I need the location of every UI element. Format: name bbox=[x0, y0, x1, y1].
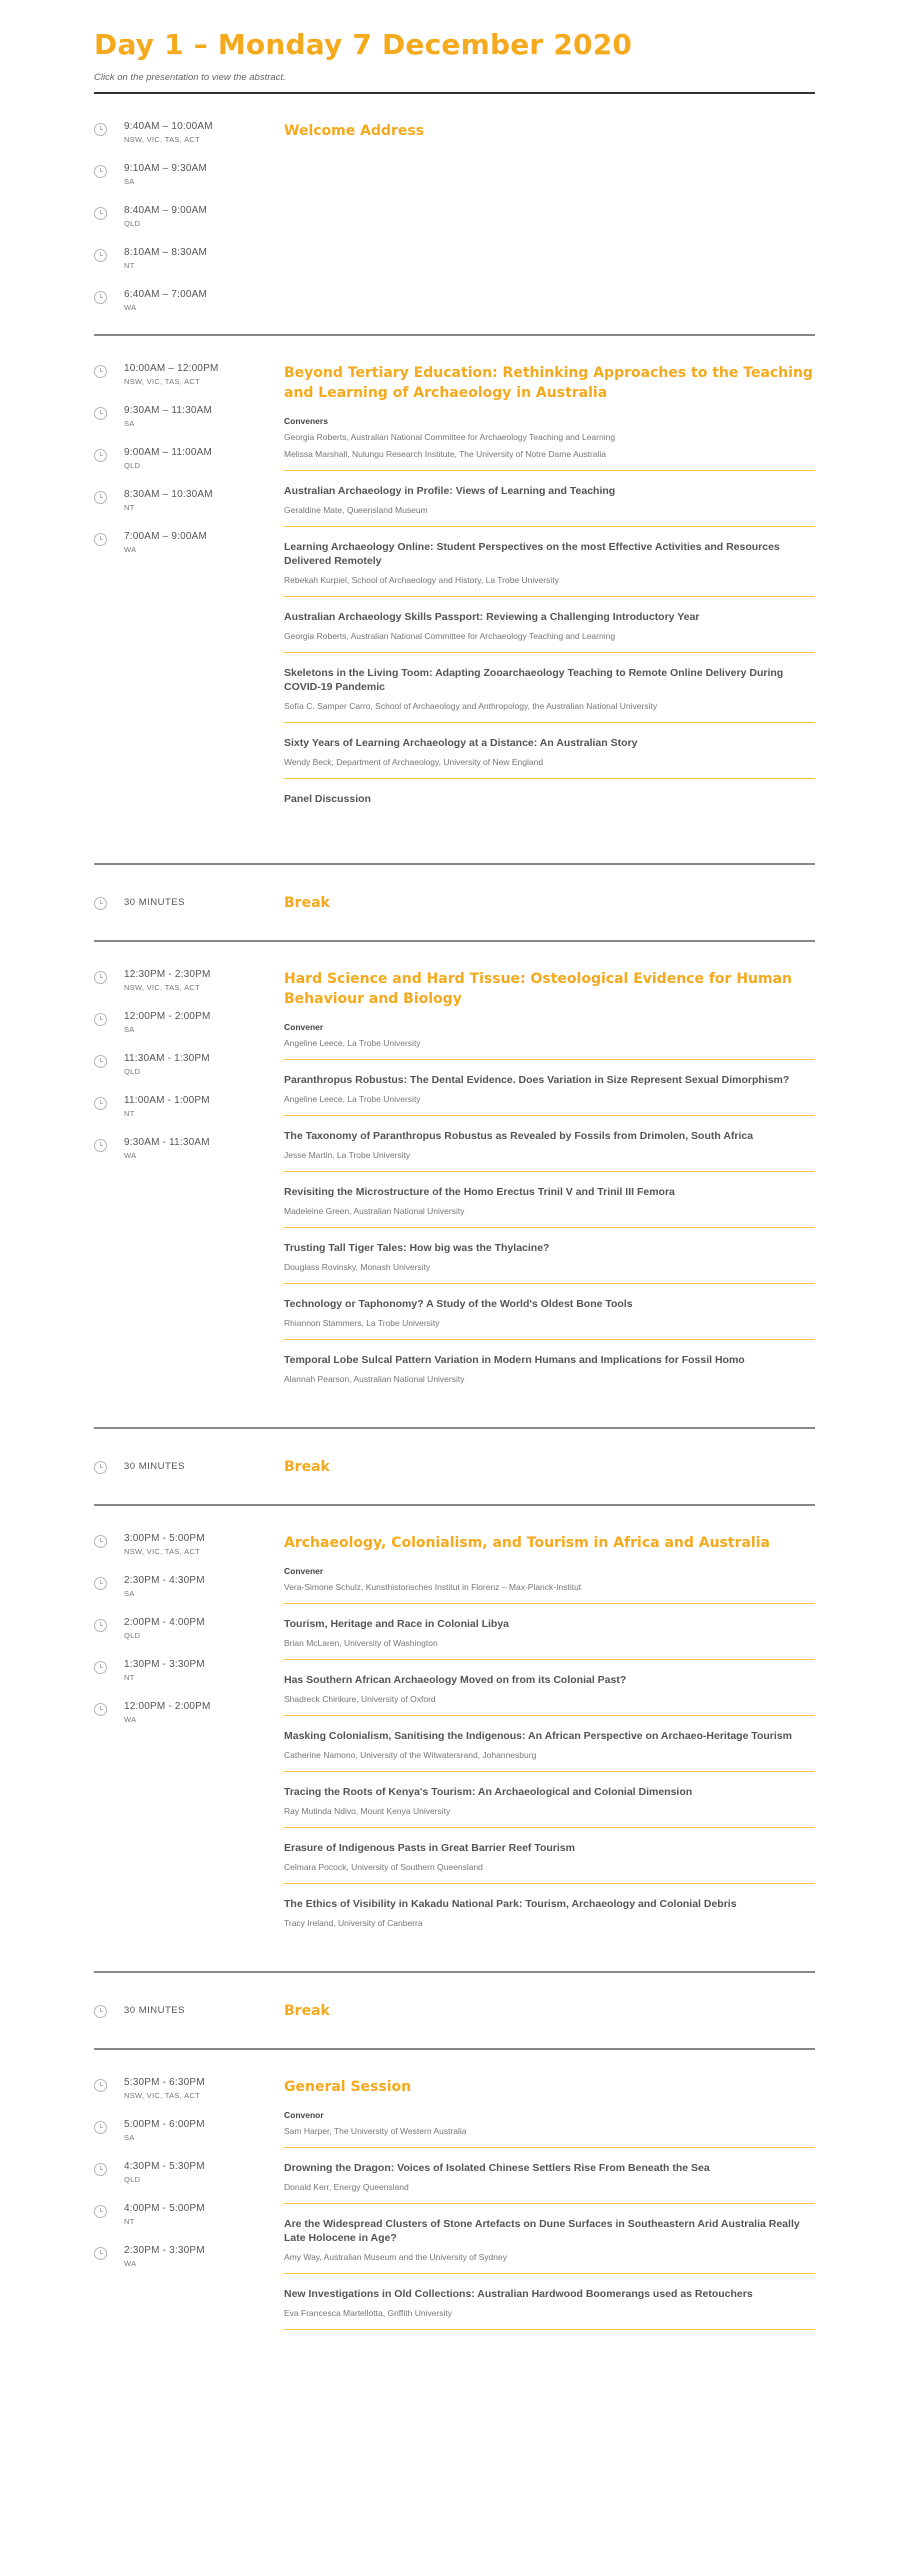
time-slot bbox=[94, 1701, 284, 1743]
session-times bbox=[94, 363, 284, 817]
time-zone: WA bbox=[124, 1151, 137, 1160]
presentation-author: Douglass Rovinsky, Monash University bbox=[284, 1262, 431, 1272]
time-zone: QLD bbox=[124, 2175, 141, 2184]
time-range: 9:40AM – 10:00AM bbox=[124, 121, 213, 132]
session-times bbox=[94, 1533, 284, 1939]
time-slot bbox=[94, 531, 284, 573]
presentation-title[interactable]: New Investigations in Old Collections: Australian Hardwood Boomerangs used as Retouchers bbox=[284, 2288, 753, 2300]
convener-label: Convenor bbox=[284, 2110, 324, 2120]
session-block bbox=[94, 2050, 815, 2330]
time-slot bbox=[94, 405, 284, 447]
presentation-item[interactable] bbox=[284, 1604, 815, 1660]
time-zone: SA bbox=[124, 177, 135, 186]
clock-icon bbox=[94, 407, 107, 420]
time-range: 2:00PM - 4:00PM bbox=[124, 1617, 205, 1628]
clock-icon bbox=[94, 491, 107, 504]
session-title[interactable]: Beyond Tertiary Education: Rethinking Approaches to the Teaching and Learning of Archaeology in Australia bbox=[284, 365, 813, 401]
presentation-item[interactable] bbox=[284, 1172, 815, 1228]
presentation-title[interactable]: Trusting Tall Tiger Tales: How big was the Thylacine? bbox=[284, 1242, 550, 1254]
presentation-title[interactable]: The Ethics of Visibility in Kakadu National Park: Tourism, Archaeology and Colonial Debris bbox=[284, 1898, 737, 1910]
convener-label: Conveners bbox=[284, 416, 328, 426]
presentation-item[interactable] bbox=[284, 1772, 815, 1828]
clock-icon bbox=[94, 2005, 107, 2018]
clock-icon bbox=[94, 1535, 107, 1548]
break-duration: 30 MINUTES bbox=[124, 2005, 185, 2016]
time-zone: SA bbox=[124, 1589, 135, 1598]
time-range: 10:00AM – 12:00PM bbox=[124, 363, 219, 374]
time-slot bbox=[94, 489, 284, 531]
time-slot bbox=[94, 1617, 284, 1659]
break-label: Break bbox=[284, 2002, 330, 2019]
clock-icon bbox=[94, 2247, 107, 2260]
time-slot bbox=[94, 2245, 284, 2287]
time-zone: SA bbox=[124, 1025, 135, 1034]
time-range: 8:40AM – 9:00AM bbox=[124, 205, 208, 216]
session-times bbox=[94, 121, 284, 331]
presentation-title[interactable]: Drowning the Dragon: Voices of Isolated Chinese Settlers Rise From Beneath the Sea bbox=[284, 2162, 710, 2174]
time-slot bbox=[94, 1011, 284, 1053]
presentation-title[interactable]: Technology or Taphonomy? A Study of the World's Oldest Bone Tools bbox=[284, 1298, 633, 1310]
presentation-author: Brian McLaren, University of Washington bbox=[284, 1638, 438, 1648]
time-zone: QLD bbox=[124, 219, 141, 228]
clock-icon bbox=[94, 1577, 107, 1590]
break-label: Break bbox=[284, 1458, 330, 1475]
time-slot bbox=[94, 2119, 284, 2161]
session-content bbox=[284, 969, 815, 1395]
presentation-item[interactable] bbox=[284, 1716, 815, 1772]
session-block bbox=[94, 942, 815, 1395]
presentation-title[interactable]: Australian Archaeology Skills Passport: Reviewing a Challenging Introductory Year bbox=[284, 611, 700, 623]
presentation-title[interactable]: Tracing the Roots of Kenya's Tourism: An Archaeological and Colonial Dimension bbox=[284, 1786, 693, 1798]
clock-icon bbox=[94, 2121, 107, 2134]
break-duration: 30 MINUTES bbox=[124, 1461, 185, 1472]
break-label: Break bbox=[284, 894, 330, 911]
presentation-author: Ray Mutinda Ndivo, Mount Kenya University bbox=[284, 1806, 451, 1816]
spacer bbox=[94, 1939, 815, 1971]
presentation-item[interactable] bbox=[284, 779, 815, 817]
spacer bbox=[94, 1395, 815, 1427]
time-range: 3:00PM - 5:00PM bbox=[124, 1533, 205, 1544]
break-duration: 30 MINUTES bbox=[124, 897, 185, 908]
time-range: 6:40AM – 7:00AM bbox=[124, 289, 208, 300]
convener-name: Sam Harper, The University of Western Australia bbox=[284, 2126, 467, 2136]
presentation-item[interactable] bbox=[284, 723, 815, 779]
time-zone: WA bbox=[124, 545, 137, 554]
time-zone: NT bbox=[124, 2217, 135, 2226]
spacer bbox=[94, 817, 815, 863]
time-zone: QLD bbox=[124, 1067, 141, 1076]
time-range: 12:00PM - 2:00PM bbox=[124, 1011, 211, 1022]
time-zone: SA bbox=[124, 2133, 135, 2142]
break-row bbox=[94, 865, 815, 940]
clock-icon bbox=[94, 897, 107, 910]
presentation-item[interactable] bbox=[284, 527, 815, 597]
time-range: 2:30PM - 4:30PM bbox=[124, 1575, 205, 1586]
presentation-item[interactable] bbox=[284, 653, 815, 723]
presentation-title[interactable]: Paranthropus Robustus: The Dental Evidence. Does Variation in Size Represent Sexual Dimorphism? bbox=[284, 1074, 790, 1086]
time-zone: WA bbox=[124, 1715, 137, 1724]
clock-icon bbox=[94, 1013, 107, 1026]
time-slot bbox=[94, 1575, 284, 1617]
presentation-title[interactable]: Are the Widespread Clusters of Stone Artefacts on Dune Surfaces in Southeastern Arid Australia Really Late Holocene in Age? bbox=[284, 2218, 800, 2244]
time-slot bbox=[94, 1137, 284, 1179]
presentation-title[interactable]: Temporal Lobe Sulcal Pattern Variation in Modern Humans and Implications for Fossil Homo bbox=[284, 1354, 745, 1366]
presentation-item[interactable] bbox=[284, 597, 815, 653]
time-slot bbox=[94, 2077, 284, 2119]
presentation-author: Georgia Roberts, Australian National Committee for Archaeology Teaching and Learning bbox=[284, 631, 616, 641]
time-slot bbox=[94, 1095, 284, 1137]
convener-block bbox=[284, 1022, 815, 1060]
clock-icon bbox=[94, 971, 107, 984]
session-title[interactable]: Archaeology, Colonialism, and Tourism in Africa and Australia bbox=[284, 1535, 770, 1551]
convener-block bbox=[284, 416, 815, 471]
session-content bbox=[284, 121, 815, 331]
clock-icon bbox=[94, 291, 107, 304]
time-slot bbox=[94, 1053, 284, 1095]
time-slot bbox=[94, 205, 284, 247]
presentation-author: Jesse Martin, La Trobe University bbox=[284, 1150, 411, 1160]
convener-name: Georgia Roberts, Australian National Committee for Archaeology Teaching and Learning bbox=[284, 432, 616, 442]
time-range: 1:30PM - 3:30PM bbox=[124, 1659, 205, 1670]
presentation-title[interactable]: Sixty Years of Learning Archaeology at a Distance: An Australian Story bbox=[284, 737, 638, 749]
session-content bbox=[284, 363, 815, 817]
session-block bbox=[94, 336, 815, 817]
clock-icon bbox=[94, 1703, 107, 1716]
presentation-title[interactable]: Masking Colonialism, Sanitising the Indigenous: An African Perspective on Archaeo-Heritage Tourism bbox=[284, 1730, 792, 1742]
session-block bbox=[94, 94, 815, 331]
presentation-item[interactable] bbox=[284, 2148, 815, 2204]
time-range: 4:00PM - 5:00PM bbox=[124, 2203, 205, 2214]
program-list bbox=[94, 94, 815, 2330]
presentation-item[interactable] bbox=[284, 471, 815, 527]
clock-icon bbox=[94, 1661, 107, 1674]
time-slot bbox=[94, 121, 284, 163]
presentation-author: Sofía C. Samper Carro, School of Archaeology and Anthropology, the Australian National University bbox=[284, 701, 658, 711]
time-range: 8:10AM – 8:30AM bbox=[124, 247, 208, 258]
time-range: 4:30PM - 5:30PM bbox=[124, 2161, 205, 2172]
session-title[interactable]: Hard Science and Hard Tissue: Osteological Evidence for Human Behaviour and Biology bbox=[284, 971, 793, 1007]
time-zone: NSW, VIC, TAS, ACT bbox=[124, 1547, 200, 1556]
time-zone: NT bbox=[124, 1109, 135, 1118]
time-zone: NT bbox=[124, 1673, 135, 1682]
time-slot bbox=[94, 1533, 284, 1575]
page-title: Day 1 – Monday 7 December 2020 bbox=[94, 28, 633, 61]
presentation-title[interactable]: Panel Discussion bbox=[284, 793, 371, 805]
session-title[interactable]: Welcome Address bbox=[284, 123, 425, 139]
convener-label: Convener bbox=[284, 1566, 324, 1576]
presentation-item[interactable] bbox=[284, 1660, 815, 1716]
clock-icon bbox=[94, 533, 107, 546]
time-zone: NSW, VIC, TAS, ACT bbox=[124, 983, 200, 992]
time-slot bbox=[94, 2203, 284, 2245]
presentation-author: Madeleine Green, Australian National University bbox=[284, 1206, 465, 1216]
clock-icon bbox=[94, 207, 107, 220]
presentation-title[interactable]: Has Southern African Archaeology Moved on from its Colonial Past? bbox=[284, 1674, 627, 1686]
break-row bbox=[94, 1973, 815, 2048]
time-zone: WA bbox=[124, 2259, 137, 2268]
presentation-item[interactable] bbox=[284, 1284, 815, 1340]
presentation-author: Geraldine Mate, Queensland Museum bbox=[284, 505, 428, 515]
time-range: 9:00AM – 11:00AM bbox=[124, 447, 213, 458]
convener-name: Vera-Simone Schulz, Kunsthistorisches Institut in Florenz – Max-Planck-Institut bbox=[284, 1582, 582, 1592]
clock-icon bbox=[94, 249, 107, 262]
time-zone: NT bbox=[124, 503, 135, 512]
presentation-author: Donald Kerr, Energy Queensland bbox=[284, 2182, 409, 2192]
presentation-author: Wendy Beck, Department of Archaeology, University of New England bbox=[284, 757, 544, 767]
presentation-title[interactable]: Australian Archaeology in Profile: Views of Learning and Teaching bbox=[284, 485, 616, 497]
time-slot bbox=[94, 163, 284, 205]
time-range: 5:00PM - 6:00PM bbox=[124, 2119, 205, 2130]
clock-icon bbox=[94, 449, 107, 462]
convener-name: Melissa Marshall, Nulungu Research Institute, The University of Notre Dame Australia bbox=[284, 449, 607, 459]
presentation-item[interactable] bbox=[284, 2204, 815, 2274]
time-range: 5:30PM - 6:30PM bbox=[124, 2077, 205, 2088]
presentation-author: Rhiannon Stammers, La Trobe University bbox=[284, 1318, 440, 1328]
clock-icon bbox=[94, 2079, 107, 2092]
presentation-author: Alannah Pearson, Australian National University bbox=[284, 1374, 465, 1384]
clock-icon bbox=[94, 365, 107, 378]
time-slot bbox=[94, 969, 284, 1011]
presentation-title[interactable]: Revisiting the Microstructure of the Homo Erectus Trinil V and Trinil III Femora bbox=[284, 1186, 675, 1198]
presentation-item[interactable] bbox=[284, 1116, 815, 1172]
presentation-item[interactable] bbox=[284, 1340, 815, 1395]
clock-icon bbox=[94, 2163, 107, 2176]
clock-icon bbox=[94, 1461, 107, 1474]
session-block bbox=[94, 1506, 815, 1939]
presentation-author: Rebekah Kurpiel, School of Archaeology and History, La Trobe University bbox=[284, 575, 559, 585]
time-range: 9:30AM - 11:30AM bbox=[124, 1137, 210, 1148]
presentation-title[interactable]: Tourism, Heritage and Race in Colonial Libya bbox=[284, 1618, 510, 1630]
clock-icon bbox=[94, 165, 107, 178]
time-range: 11:30AM - 1:30PM bbox=[124, 1053, 210, 1064]
time-slot bbox=[94, 2161, 284, 2203]
clock-icon bbox=[94, 1139, 107, 1152]
time-range: 2:30PM - 3:30PM bbox=[124, 2245, 205, 2256]
convener-block bbox=[284, 2110, 815, 2148]
presentation-item[interactable] bbox=[284, 1228, 815, 1284]
clock-icon bbox=[94, 1055, 107, 1068]
session-times bbox=[94, 969, 284, 1395]
presentation-item[interactable] bbox=[284, 1828, 815, 1884]
presentation-title[interactable]: Learning Archaeology Online: Student Perspectives on the most Effective Activities and Resources Delivered Remotely bbox=[284, 541, 780, 567]
time-range: 9:10AM – 9:30AM bbox=[124, 163, 208, 174]
time-zone: NSW, VIC, TAS, ACT bbox=[124, 2091, 200, 2100]
presentation-author: Amy Way, Australian Museum and the University of Sydney bbox=[284, 2252, 507, 2262]
presentation-title[interactable]: The Taxonomy of Paranthropus Robustus as Revealed by Fossils from Drimolen, South Africa bbox=[284, 1130, 754, 1142]
time-zone: SA bbox=[124, 419, 135, 428]
time-range: 11:00AM - 1:00PM bbox=[124, 1095, 210, 1106]
presentation-author: Catherine Namono, University of the Witwatersrand, Johannesburg bbox=[284, 1750, 537, 1760]
time-slot bbox=[94, 247, 284, 289]
page-subtitle: Click on the presentation to view the abstract. bbox=[94, 72, 286, 83]
session-content bbox=[284, 2077, 815, 2330]
time-zone: NSW, VIC, TAS, ACT bbox=[124, 377, 200, 386]
break-row bbox=[94, 1429, 815, 1504]
time-zone: WA bbox=[124, 303, 137, 312]
presentation-title[interactable]: Erasure of Indigenous Pasts in Great Barrier Reef Tourism bbox=[284, 1842, 575, 1854]
presentation-title[interactable]: Skeletons in the Living Toom: Adapting Zooarchaeology Teaching to Remote Online Delivery During COVID-19 Pandemic bbox=[284, 667, 784, 693]
time-slot bbox=[94, 447, 284, 489]
presentation-author: Eva Francesca Martellotta, Griffith University bbox=[284, 2308, 453, 2318]
presentation-author: Angeline Leece, La Trobe University bbox=[284, 1094, 421, 1104]
clock-icon bbox=[94, 2205, 107, 2218]
time-slot bbox=[94, 289, 284, 331]
time-range: 12:30PM - 2:30PM bbox=[124, 969, 211, 980]
time-slot bbox=[94, 363, 284, 405]
time-range: 8:30AM – 10:30AM bbox=[124, 489, 213, 500]
time-zone: QLD bbox=[124, 461, 141, 470]
time-zone: QLD bbox=[124, 1631, 141, 1640]
presentation-author: Shadreck Chirikure, University of Oxford bbox=[284, 1694, 436, 1704]
time-range: 12:00PM - 2:00PM bbox=[124, 1701, 211, 1712]
convener-name: Angeline Leece, La Trobe University bbox=[284, 1038, 421, 1048]
presentation-item[interactable] bbox=[284, 1060, 815, 1116]
time-slot bbox=[94, 1659, 284, 1701]
time-range: 9:30AM – 11:30AM bbox=[124, 405, 213, 416]
convener-label: Convener bbox=[284, 1022, 324, 1032]
presentation-item[interactable] bbox=[284, 2274, 815, 2330]
session-times bbox=[94, 2077, 284, 2330]
time-range: 7:00AM – 9:00AM bbox=[124, 531, 208, 542]
presentation-author: Celmara Pocock, University of Southern Queensland bbox=[284, 1862, 483, 1872]
session-content bbox=[284, 1533, 815, 1939]
clock-icon bbox=[94, 123, 107, 136]
session-title[interactable]: General Session bbox=[284, 2079, 412, 2095]
clock-icon bbox=[94, 1619, 107, 1632]
time-zone: NT bbox=[124, 261, 135, 270]
clock-icon bbox=[94, 1097, 107, 1110]
presentation-author: Tracy Ireland, University of Canberra bbox=[284, 1918, 423, 1928]
presentation-item[interactable] bbox=[284, 1884, 815, 1939]
convener-block bbox=[284, 1566, 815, 1604]
time-zone: NSW, VIC, TAS, ACT bbox=[124, 135, 200, 144]
